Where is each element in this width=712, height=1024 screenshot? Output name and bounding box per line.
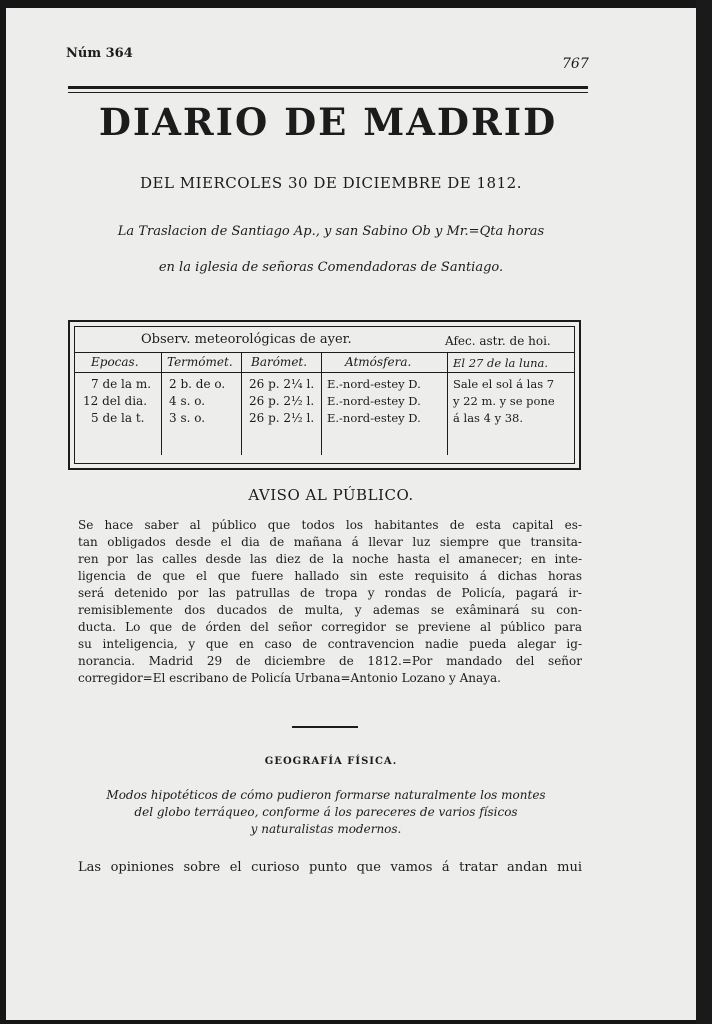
header-divider (75, 372, 574, 373)
table-caption-observations: Observ. meteorológicas de ayer. (141, 332, 352, 347)
weather-table-inner (74, 326, 575, 464)
newspaper-page (6, 8, 696, 1020)
issue-date: DEL MIERCOLES 30 DE DICIEMBRE DE 1812. (140, 174, 522, 192)
header-rule-thin (68, 92, 588, 93)
page-number: 767 (562, 56, 589, 72)
aviso-line: su inteligencia, y que en caso de contravencion nadie pueda alegar ig- (78, 637, 582, 651)
section-divider (292, 726, 358, 728)
barometer-cell: 26 p. 2½ l. (249, 411, 315, 425)
saints-line-2: en la iglesia de señoras Comendadoras de Santiago. (158, 260, 504, 275)
atmosphere-cell: E.-nord-estey D. (327, 394, 421, 408)
aviso-line: será detenido por las patrullas de tropa y rondas de Policía, pagará ir- (78, 586, 582, 600)
geografia-subtitle-line: del globo terráqueo, conforme á los pareceres de varios físicos (134, 805, 518, 819)
column-divider (241, 352, 242, 455)
aviso-line: norancia. Madrid 29 de diciembre de 1812.=Por mandado del señor (78, 654, 582, 668)
aviso-line: ren por las calles desde las diez de la noche hasta el amanecer; en inte- (78, 552, 582, 566)
scan-edge (696, 0, 712, 1024)
saints-line-1: La Traslacion de Santiago Ap., y san Sabino Ob y Mr.=Qta horas (117, 224, 545, 239)
article-first-line: Las opiniones sobre el curioso punto que vamos á tratar andan mui (78, 860, 582, 875)
thermometer-cell: 4 s. o. (169, 394, 206, 408)
header-barometro: Barómet. (251, 355, 308, 369)
aviso-line: corregidor=El escribano de Policía Urbana=Antonio Lozano y Anaya. (78, 671, 501, 685)
column-divider (321, 352, 322, 455)
issue-number: Núm 364 (66, 46, 133, 61)
geografia-subtitle-line: Modos hipotéticos de cómo pudieron formarse naturalmente los montes (106, 788, 546, 802)
aviso-line: ducta. Lo que de órden del señor corregidor se previene al público para (78, 620, 582, 634)
caption-divider (75, 352, 574, 353)
column-divider (161, 352, 162, 455)
header-luna: El 27 de la luna. (453, 356, 549, 370)
astro-cell: Sale el sol á las 7 (453, 377, 555, 391)
astro-cell: á las 4 y 38. (453, 411, 524, 425)
header-rule-thick (68, 86, 588, 89)
epoch-cell: 7 de la m. (91, 377, 152, 391)
masthead-title: DIARIO DE MADRID (98, 100, 558, 144)
geografia-subtitle-line: y naturalistas modernos. (250, 822, 402, 836)
column-divider (447, 352, 448, 455)
barometer-cell: 26 p. 2½ l. (249, 394, 315, 408)
thermometer-cell: 3 s. o. (169, 411, 206, 425)
epoch-cell: 12 del dia. (83, 394, 148, 408)
barometer-cell: 26 p. 2¼ l. (249, 377, 315, 391)
aviso-line: remisiblemente dos ducados de multa, y ademas se exâminará su con- (78, 603, 582, 617)
thermometer-cell: 2 b. de o. (169, 377, 226, 391)
epoch-cell: 5 de la t. (91, 411, 145, 425)
atmosphere-cell: E.-nord-estey D. (327, 411, 421, 425)
aviso-line: ligencia de que el que fuere hallado sin este requisito á dichas horas (78, 569, 582, 583)
table-caption-astronomy: Afec. astr. de hoi. (445, 334, 551, 348)
atmosphere-cell: E.-nord-estey D. (327, 377, 421, 391)
header-epocas: Epocas. (91, 355, 139, 369)
geografia-heading: GEOGRAFÍA FÍSICA. (264, 756, 398, 767)
aviso-line: tan obligados desde el dia de mañana á llevar luz siempre que transita- (78, 535, 582, 549)
aviso-line: Se hace saber al público que todos los habitantes de esta capital es- (78, 518, 582, 532)
astro-cell: y 22 m. y se pone (453, 394, 555, 408)
aviso-heading: AVISO AL PÚBLICO. (248, 486, 414, 504)
header-atmosfera: Atmósfera. (345, 355, 412, 369)
header-termometro: Termómet. (167, 355, 233, 369)
weather-table (68, 320, 581, 470)
